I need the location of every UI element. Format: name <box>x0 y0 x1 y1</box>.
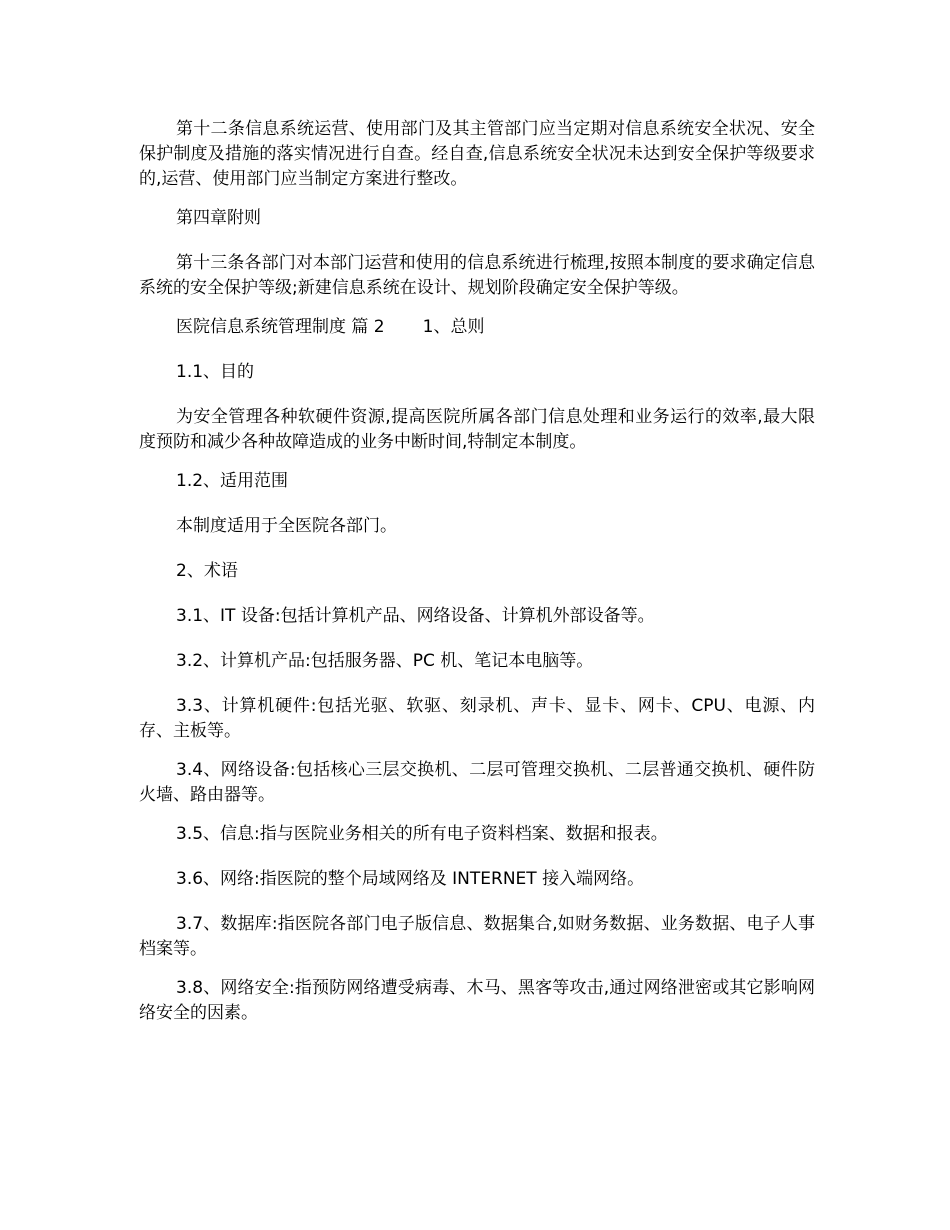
chapter-heading-4: 第四章附则 <box>176 208 261 228</box>
subsection-scope: 1.2、适用范围 <box>176 471 289 491</box>
section-title-line <box>139 315 815 340</box>
term-computer-products: 3.2、计算机产品:包括服务器、PC 机、笔记本电脑等。 <box>176 651 594 671</box>
paragraph-article-12: 第十二条信息系统运营、使用部门及其主管部门应当定期对信息系统安全状况、安全保护制度及措施的落实情况进行自查。经自查,信息系统安全状况未达到安全保护等级要求的,运营、使用部门应当制定方案进行整改。 <box>139 119 815 189</box>
paragraph-purpose: 为安全管理各种软硬件资源,提高医院所属各部门信息处理和业务运行的效率,最大限度预防和减少各种故障造成的业务中断时间,特制定本制度。 <box>139 407 815 452</box>
paragraph-scope: 本制度适用于全医院各部门。 <box>176 516 397 536</box>
term-network-equipment: 3.4、网络设备:包括核心三层交换机、二层可管理交换机、二层普通交换机、硬件防火墙、路由器等。 <box>139 760 815 805</box>
term-network: 3.6、网络:指医院的整个局域网络及 INTERNET 接入端网络。 <box>176 869 645 889</box>
term-it-equipment: 3.1、IT 设备:包括计算机产品、网络设备、计算机外部设备等。 <box>176 606 655 626</box>
term-database: 3.7、数据库:指医院各部门电子版信息、数据集合,如财务数据、业务数据、电子人事档案等。 <box>139 914 815 959</box>
document-title: 医院信息系统管理制度 篇 2 <box>176 317 385 337</box>
section-terms: 2、术语 <box>176 561 238 581</box>
term-computer-hardware: 3.3、计算机硬件:包括光驱、软驱、刻录机、声卡、显卡、网卡、CPU、电源、内存、主板等。 <box>139 696 815 741</box>
term-information: 3.5、信息:指与医院业务相关的所有电子资料档案、数据和报表。 <box>176 824 668 844</box>
term-network-security: 3.8、网络安全:指预防网络遭受病毒、木马、黑客等攻击,通过网络泄密或其它影响网络安全的因素。 <box>139 978 815 1023</box>
paragraph-article-13: 第十三条各部门对本部门运营和使用的信息系统进行梳理,按照本制度的要求确定信息系统的安全保护等级;新建信息系统在设计、规划阶段确定安全保护等级。 <box>139 253 815 298</box>
section-general: 1、总则 <box>422 317 485 337</box>
subsection-purpose: 1.1、目的 <box>176 362 255 382</box>
document-page <box>139 117 815 1040</box>
